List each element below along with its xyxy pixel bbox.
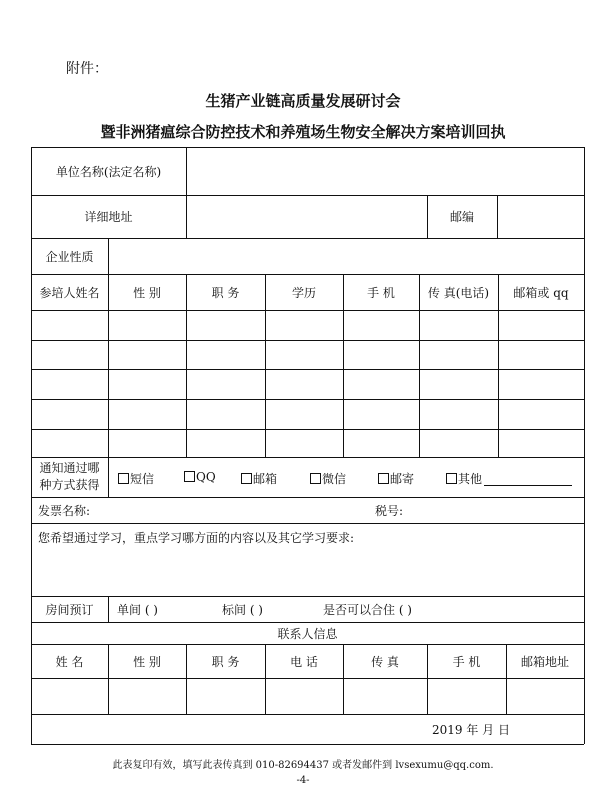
participant-row[interactable] [32, 311, 583, 339]
checkbox-icon [446, 473, 457, 484]
participant-row[interactable] [32, 341, 583, 368]
checkbox-icon [184, 471, 195, 482]
participant-header-mobile: 手 机 [367, 285, 395, 300]
other-input-line[interactable] [484, 473, 572, 486]
participant-header-name: 参培人姓名 [39, 285, 100, 300]
page-number: -4- [296, 775, 310, 786]
notify-option-mail[interactable]: 邮寄 [378, 470, 414, 487]
checkbox-icon [310, 473, 321, 484]
contact-header-email: 邮箱地址 [520, 654, 569, 669]
title-line-2: 暨非洲猪瘟综合防控技术和养殖场生物安全解决方案培训回执 [100, 123, 506, 141]
room-label: 房间预订 [45, 602, 94, 617]
participant-row[interactable] [32, 400, 583, 428]
checkbox-icon [118, 473, 129, 484]
enterprise-type-label: 企业性质 [45, 249, 94, 264]
notify-option-qq[interactable]: QQ [184, 470, 216, 484]
notify-label-line-2: 种方式获得 [39, 478, 100, 492]
address-field[interactable] [187, 196, 426, 237]
notify-option-wechat[interactable]: 微信 [310, 470, 346, 487]
participant-header-gender: 性 别 [133, 285, 161, 300]
contact-header-position: 职 务 [211, 654, 240, 669]
date-text: 2019 年 月 日 [432, 722, 510, 737]
room-standard-option[interactable]: 标间 ( ) [222, 602, 263, 617]
notify-label-line-1: 通知通过哪 [39, 461, 100, 475]
participant-header-fax: 传 真(电话) [427, 285, 490, 300]
invoice-label: 发票名称: [38, 503, 91, 518]
notify-label [31, 457, 108, 497]
participant-header-position: 职 务 [211, 285, 240, 300]
participant-header-education: 学历 [291, 285, 316, 300]
room-single-option[interactable]: 单间 ( ) [117, 602, 158, 617]
attachment-label: 附件： [66, 61, 108, 77]
title-line-1: 生猪产业链高质量发展研讨会 [205, 92, 401, 110]
notify-option-email[interactable]: 邮箱 [241, 470, 277, 487]
contact-row[interactable] [32, 679, 583, 713]
participant-row[interactable] [32, 430, 583, 456]
checkbox-icon [378, 473, 389, 484]
contact-header-phone: 电 话 [290, 654, 318, 669]
room-share-option[interactable]: 是否可以合住 ( ) [323, 602, 412, 617]
address-label: 详细地址 [84, 210, 133, 224]
footer-note: 此表复印有效，填写此表传真到 010-82694437 或者发邮件到 lvsexumu@qq.com. [112, 760, 494, 771]
notify-option-other[interactable]: 其他 [446, 470, 572, 487]
participant-header-email: 邮箱或 qq [513, 285, 569, 300]
tax-label: 税号: [375, 503, 404, 518]
contact-header-fax: 传 真 [371, 654, 399, 669]
contact-section-label: 联系人信息 [277, 626, 338, 641]
unit-name-field[interactable] [187, 148, 583, 194]
contact-header-name: 姓 名 [55, 654, 84, 669]
postcode-field[interactable] [498, 196, 583, 237]
contact-header-gender: 性 别 [133, 654, 161, 669]
postcode-label: 邮编 [449, 210, 474, 224]
checkbox-icon [241, 473, 252, 484]
participant-row[interactable] [32, 370, 583, 398]
enterprise-type-field[interactable] [109, 239, 583, 273]
contact-header-mobile: 手 机 [452, 654, 481, 669]
unit-name-label: 单位名称(法定名称) [55, 164, 162, 179]
study-request-label: 您希望通过学习，重点学习哪方面的内容以及其它学习要求: [38, 531, 355, 545]
notify-option-sms[interactable]: 短信 [118, 470, 154, 487]
